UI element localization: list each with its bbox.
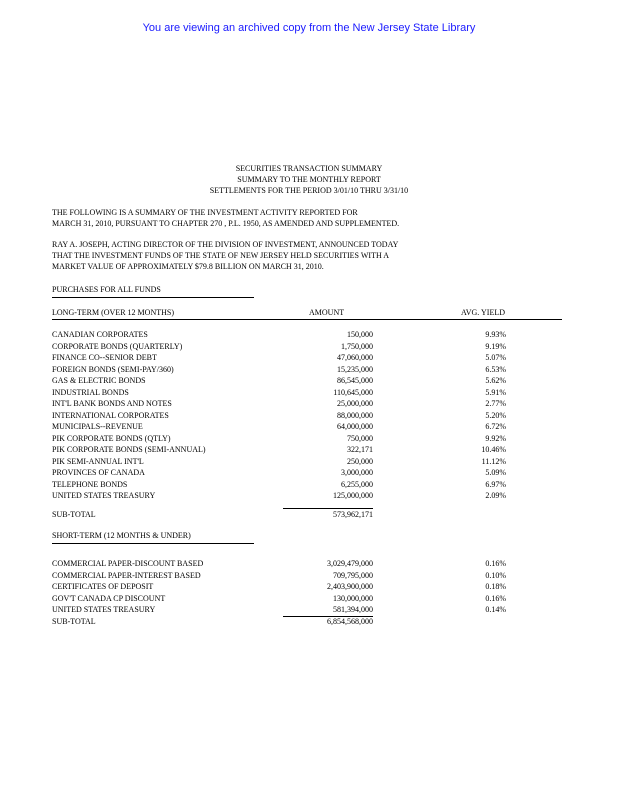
table-row: [0, 468, 618, 480]
amount-value: 3,029,479,000: [327, 559, 373, 568]
security-type: INDUSTRIAL BONDS: [52, 387, 129, 397]
table-row: [0, 491, 618, 503]
archive-banner: You are viewing an archived copy from the New Jersey State Library: [142, 22, 476, 34]
short-term-underline: [52, 543, 254, 544]
subtotal-amount: 6,854,568,000: [327, 617, 373, 626]
yield-value: 5.09%: [485, 468, 506, 477]
amount-value: 47,060,000: [337, 353, 373, 362]
security-type: CERTIFICATES OF DEPOSIT: [52, 582, 154, 591]
amount-column-header: AMOUNT: [309, 308, 345, 317]
amount-value: 322,171: [347, 445, 373, 454]
amount-value: 15,235,000: [337, 364, 373, 374]
yield-value: 9.93%: [485, 330, 506, 339]
yield-value: 10.46%: [481, 445, 506, 454]
amount-value: 130,000,000: [333, 593, 373, 603]
yield-column-header: AVG. YIELD: [461, 308, 505, 317]
table-row: [0, 605, 618, 617]
table-row: [0, 411, 618, 423]
security-type: COMMERCIAL PAPER-DISCOUNT BASED: [52, 559, 204, 568]
table-row: [0, 457, 618, 469]
table-row: [0, 594, 618, 606]
long-term-heading: LONG-TERM (OVER 12 MONTHS): [52, 308, 174, 317]
purchases-heading: PURCHASES FOR ALL FUNDS: [52, 285, 161, 294]
amount-value: 64,000,000: [337, 422, 373, 431]
security-type: UNITED STATES TREASURY: [52, 605, 156, 614]
amount-value: 88,000,000: [337, 410, 373, 420]
yield-value: 0.10%: [485, 570, 506, 580]
announcement-line-2: THAT THE INVESTMENT FUNDS OF THE STATE OF NEW JERSEY HELD SECURITIES WITH A: [52, 251, 390, 260]
yield-value: 0.16%: [485, 559, 506, 568]
announcement-line-1: RAY A. JOSEPH, ACTING DIRECTOR OF THE DIVISION OF INVESTMENT, ANNOUNCED TODAY: [52, 240, 399, 249]
security-type: GAS & ELECTRIC BONDS: [52, 376, 146, 385]
table-row: [0, 422, 618, 434]
security-type: TELEPHONE BONDS: [52, 479, 128, 489]
table-row: [0, 365, 618, 377]
amount-value: 6,255,000: [341, 479, 373, 489]
table-row: [0, 342, 618, 354]
table-row: [0, 376, 618, 388]
report-subtitle: SUMMARY TO THE MONTHLY REPORT: [237, 175, 381, 184]
yield-value: 6.97%: [485, 479, 506, 489]
security-type: COMMERCIAL PAPER-INTEREST BASED: [52, 570, 201, 580]
security-type: PIK CORPORATE BONDS (SEMI-ANNUAL): [52, 445, 206, 454]
security-type: MUNICIPALS--REVENUE: [52, 422, 143, 431]
table-row: [0, 445, 618, 457]
yield-value: 11.12%: [481, 456, 506, 466]
security-type: INT'L BANK BONDS AND NOTES: [52, 399, 172, 408]
report-period: SETTLEMENTS FOR THE PERIOD 3/01/10 THRU 3/31/10: [209, 186, 409, 195]
amount-value: 110,645,000: [333, 387, 373, 397]
amount-value: 86,545,000: [337, 376, 373, 385]
security-type: PROVINCES OF CANADA: [52, 468, 145, 477]
table-row: [0, 434, 618, 446]
yield-value: 2.09%: [485, 491, 506, 500]
yield-value: 5.91%: [485, 387, 506, 397]
yield-value: 6.53%: [485, 364, 506, 374]
purchases-underline: [52, 297, 254, 298]
amount-value: 150,000: [347, 330, 373, 339]
yield-value: 0.16%: [485, 593, 506, 603]
table-row: [0, 559, 618, 571]
yield-value: 2.77%: [485, 399, 506, 408]
yield-value: 5.20%: [485, 410, 506, 420]
amount-value: 3,000,000: [341, 468, 373, 477]
table-row: [0, 571, 618, 583]
table-row: [0, 480, 618, 492]
amount-value: 2,403,900,000: [327, 582, 373, 591]
amount-value: 581,394,000: [333, 605, 373, 614]
security-type: CORPORATE BONDS (QUARTERLY): [52, 341, 183, 351]
long-term-subtotal-row: [0, 510, 618, 522]
security-type: FOREIGN BONDS (SEMI-PAY/360): [52, 364, 174, 374]
intro-line-2: MARCH 31, 2010, PURSUANT TO CHAPTER 270 , P.L. 1950, AS AMENDED AND SUPPLEMENTED.: [52, 219, 400, 228]
report-title: SECURITIES TRANSACTION SUMMARY: [235, 164, 383, 173]
amount-value: 1,750,000: [341, 341, 373, 351]
table-row: [0, 330, 618, 342]
security-type: PIK SEMI-ANNUAL INT'L: [52, 456, 144, 466]
amount-value: 125,000,000: [333, 491, 373, 500]
subtotal-label: SUB-TOTAL: [52, 510, 96, 519]
intro-line-1: THE FOLLOWING IS A SUMMARY OF THE INVESTMENT ACTIVITY REPORTED FOR: [52, 208, 358, 217]
long-term-header-underline: [52, 319, 562, 320]
yield-value: 5.07%: [485, 353, 506, 362]
short-term-subtotal-row: [0, 617, 618, 629]
subtotal-label: SUB-TOTAL: [52, 617, 96, 626]
security-type: UNITED STATES TREASURY: [52, 491, 156, 500]
table-row: [0, 399, 618, 411]
amount-value: 750,000: [347, 433, 373, 443]
yield-value: 5.62%: [485, 376, 506, 385]
amount-value: 709,795,000: [333, 570, 373, 580]
table-row: [0, 388, 618, 400]
yield-value: 6.72%: [485, 422, 506, 431]
long-term-subtotal-rule: [283, 508, 373, 509]
table-row: [0, 353, 618, 365]
security-type: FINANCE CO--SENIOR DEBT: [52, 353, 157, 362]
yield-value: 0.14%: [485, 605, 506, 614]
table-row: [0, 582, 618, 594]
amount-value: 25,000,000: [337, 399, 373, 408]
security-type: INTERNATIONAL CORPORATES: [52, 410, 169, 420]
yield-value: 0.18%: [485, 582, 506, 591]
yield-value: 9.19%: [485, 341, 506, 351]
subtotal-amount: 573,962,171: [333, 510, 373, 519]
security-type: GOV'T CANADA CP DISCOUNT: [52, 593, 166, 603]
amount-value: 250,000: [347, 456, 373, 466]
security-type: PIK CORPORATE BONDS (QTLY): [52, 433, 171, 443]
short-term-heading: SHORT-TERM (12 MONTHS & UNDER): [52, 531, 191, 540]
announcement-line-3: MARKET VALUE OF APPROXIMATELY $79.8 BILLION ON MARCH 31, 2010.: [52, 262, 324, 271]
security-type: CANADIAN CORPORATES: [52, 330, 148, 339]
yield-value: 9.92%: [485, 433, 506, 443]
